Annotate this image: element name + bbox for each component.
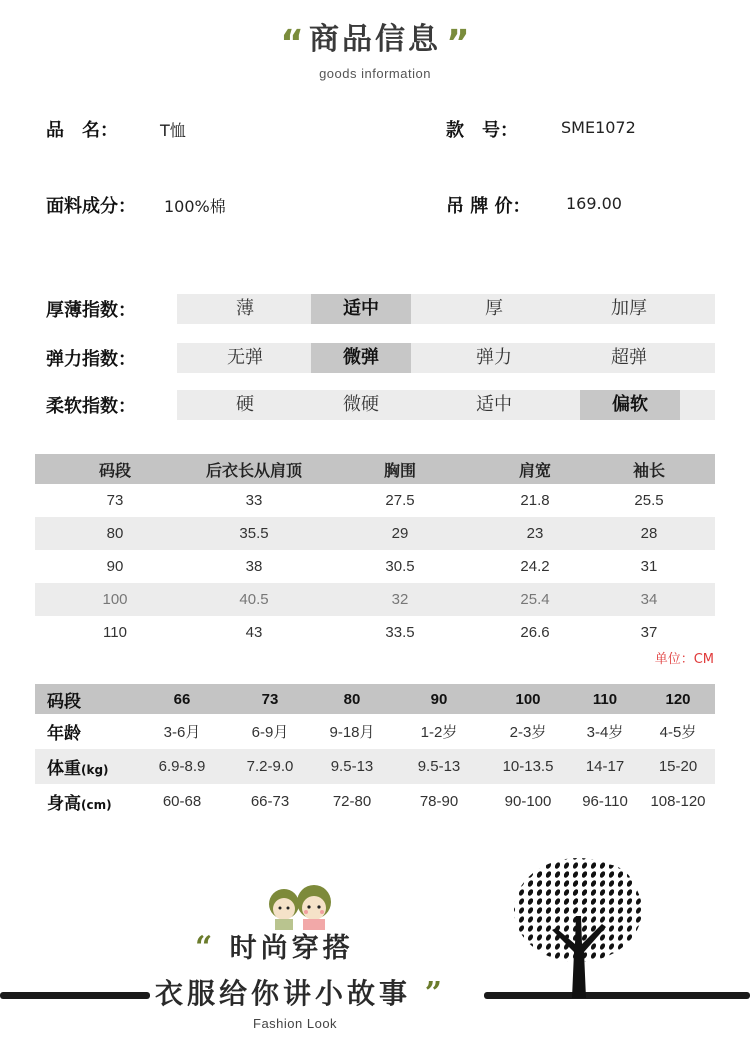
table-cell: 9-18月 xyxy=(329,724,375,741)
index-bar xyxy=(177,390,715,420)
table-cell: 30.5 xyxy=(385,558,415,575)
index-row-thickness xyxy=(0,294,750,324)
header-close-quote: ” xyxy=(446,23,470,64)
table-cell: 2-3岁 xyxy=(509,724,547,741)
column-header: 胸围 xyxy=(313,454,487,484)
slogan-open-quote: “ xyxy=(195,930,217,965)
index-option: 无弹 xyxy=(227,347,263,368)
column-header: 肩宽 xyxy=(487,454,583,484)
table-cell: 90-100 xyxy=(504,793,552,810)
column-header: 码段 xyxy=(35,454,195,484)
column-header: 120 xyxy=(641,684,715,714)
index-option: 微硬 xyxy=(343,394,379,415)
table-cell: 7.2-9.0 xyxy=(227,749,313,784)
table-cell: 9.5-13 xyxy=(391,749,487,784)
table-cell: 27.5 xyxy=(385,492,415,509)
tag-price-label: 吊 牌 价： xyxy=(446,196,531,217)
unit-note: 单位：CM xyxy=(654,652,714,667)
row-label: 身高 xyxy=(47,794,81,814)
column-header: 110 xyxy=(569,684,641,714)
table-cell: 24.2 xyxy=(520,558,550,575)
footer-divider-left xyxy=(0,992,150,999)
table-cell: 90 xyxy=(106,558,124,575)
table-cell: 31 xyxy=(640,558,658,575)
column-header: 100 xyxy=(487,684,569,714)
table-cell: 25.4 xyxy=(487,583,583,616)
index-option: 加厚 xyxy=(611,298,647,319)
table-cell: 26.6 xyxy=(520,624,550,641)
age-size-table xyxy=(35,684,715,819)
table-cell: 72-80 xyxy=(332,793,372,810)
index-bar xyxy=(177,294,715,324)
table-row xyxy=(35,714,715,749)
table-cell: 6.9-8.9 xyxy=(137,749,227,784)
column-header: 66 xyxy=(137,684,227,714)
header-title-line xyxy=(0,14,750,64)
table-cell: 110 xyxy=(103,624,127,641)
index-option: 适中 xyxy=(476,394,512,415)
table-row xyxy=(35,550,715,583)
product-name-value: T恤 xyxy=(160,121,186,140)
style-number-label: 款 号： xyxy=(446,120,518,141)
table-cell: 1-2岁 xyxy=(420,724,458,741)
table-cell: 33 xyxy=(245,492,263,509)
table-cell: 23 xyxy=(487,517,583,550)
table-cell: 3-4岁 xyxy=(586,724,624,741)
product-name-label: 品 名： xyxy=(46,120,118,141)
table-cell: 6-9月 xyxy=(251,724,289,741)
slogan-text-2: 衣服给你讲小故事 xyxy=(155,977,412,1010)
index-option: 弹力 xyxy=(476,347,512,368)
index-option-selected: 微弹 xyxy=(311,343,411,373)
table-cell: 96-110 xyxy=(582,793,628,810)
table-cell: 21.8 xyxy=(520,492,550,509)
index-option: 超弹 xyxy=(611,347,647,368)
index-bar xyxy=(177,343,715,373)
table-cell: 10-13.5 xyxy=(487,749,569,784)
index-option: 薄 xyxy=(236,298,254,319)
table-cell: 25.5 xyxy=(634,492,664,509)
table-header-row xyxy=(35,454,715,484)
table-cell: 80 xyxy=(35,517,195,550)
table-cell: 3-6月 xyxy=(163,724,201,741)
table-row xyxy=(35,517,715,550)
size-measurement-table xyxy=(35,454,715,649)
row-label-unit: (kg) xyxy=(81,763,109,777)
table-row xyxy=(35,749,715,784)
index-option-selected: 偏软 xyxy=(580,390,680,420)
table-cell: 40.5 xyxy=(195,583,313,616)
table-cell: 28 xyxy=(583,517,715,550)
slogan-text-1: 时尚穿搭 xyxy=(229,933,354,964)
table-cell: 32 xyxy=(313,583,487,616)
section-header xyxy=(0,14,750,81)
index-option: 硬 xyxy=(236,394,254,415)
table-row xyxy=(35,484,715,517)
row-header xyxy=(35,714,137,749)
table-cell: 34 xyxy=(583,583,715,616)
slogan-line-1 xyxy=(195,926,354,965)
index-option-selected: 适中 xyxy=(311,294,411,324)
column-header: 后衣长从肩顶 xyxy=(195,454,313,484)
tag-price-value: 169.00 xyxy=(566,194,622,213)
table-cell: 38 xyxy=(245,558,263,575)
table-cell: 14-17 xyxy=(569,749,641,784)
fabric-value: 100%棉 xyxy=(164,197,226,216)
table-cell: 73 xyxy=(106,492,124,509)
index-label: 厚薄指数： xyxy=(46,300,136,321)
slogan-close-quote: ” xyxy=(424,976,447,1011)
table-cell: 29 xyxy=(313,517,487,550)
table-row xyxy=(35,784,715,819)
column-header: 73 xyxy=(227,684,313,714)
row-label: 年龄 xyxy=(47,724,81,744)
style-number-value: SME1072 xyxy=(561,118,636,137)
index-row-elasticity xyxy=(0,343,750,373)
table-cell: 108-120 xyxy=(650,793,706,810)
row-label: 体重 xyxy=(47,759,81,779)
column-header: 袖长 xyxy=(583,454,715,484)
cartoon-kids-illustration-icon xyxy=(262,882,340,930)
index-row-softness xyxy=(0,390,750,420)
row-header xyxy=(35,749,137,784)
fashion-look-tagline: Fashion Look xyxy=(253,1016,338,1031)
fabric-label: 面料成分： xyxy=(46,196,136,217)
table-cell: 15-20 xyxy=(641,749,715,784)
index-option: 厚 xyxy=(485,298,503,319)
table-cell: 9.5-13 xyxy=(313,749,391,784)
column-header: 80 xyxy=(313,684,391,714)
table-row xyxy=(35,616,715,649)
index-label: 柔软指数： xyxy=(46,396,136,417)
table-cell: 66-73 xyxy=(250,793,290,810)
tree-illustration-icon xyxy=(508,852,648,998)
table-cell: 35.5 xyxy=(195,517,313,550)
column-header: 90 xyxy=(391,684,487,714)
table-cell: 33.5 xyxy=(385,624,415,641)
table-cell: 43 xyxy=(245,624,263,641)
index-label: 弹力指数： xyxy=(46,349,136,370)
row-header xyxy=(35,784,137,819)
table-cell: 100 xyxy=(35,583,195,616)
table-header-row xyxy=(35,684,715,714)
header-subtitle: goods information xyxy=(319,66,431,81)
row-header: 码段 xyxy=(35,684,137,714)
header-open-quote: “ xyxy=(280,23,304,64)
table-cell: 37 xyxy=(640,624,658,641)
header-title: 商品信息 xyxy=(309,22,441,57)
row-label-unit: (cm) xyxy=(81,798,112,812)
table-row xyxy=(35,583,715,616)
table-cell: 60-68 xyxy=(162,793,202,810)
table-cell: 78-90 xyxy=(419,793,459,810)
slogan-line-2 xyxy=(155,972,446,1012)
table-cell: 4-5岁 xyxy=(659,724,697,741)
